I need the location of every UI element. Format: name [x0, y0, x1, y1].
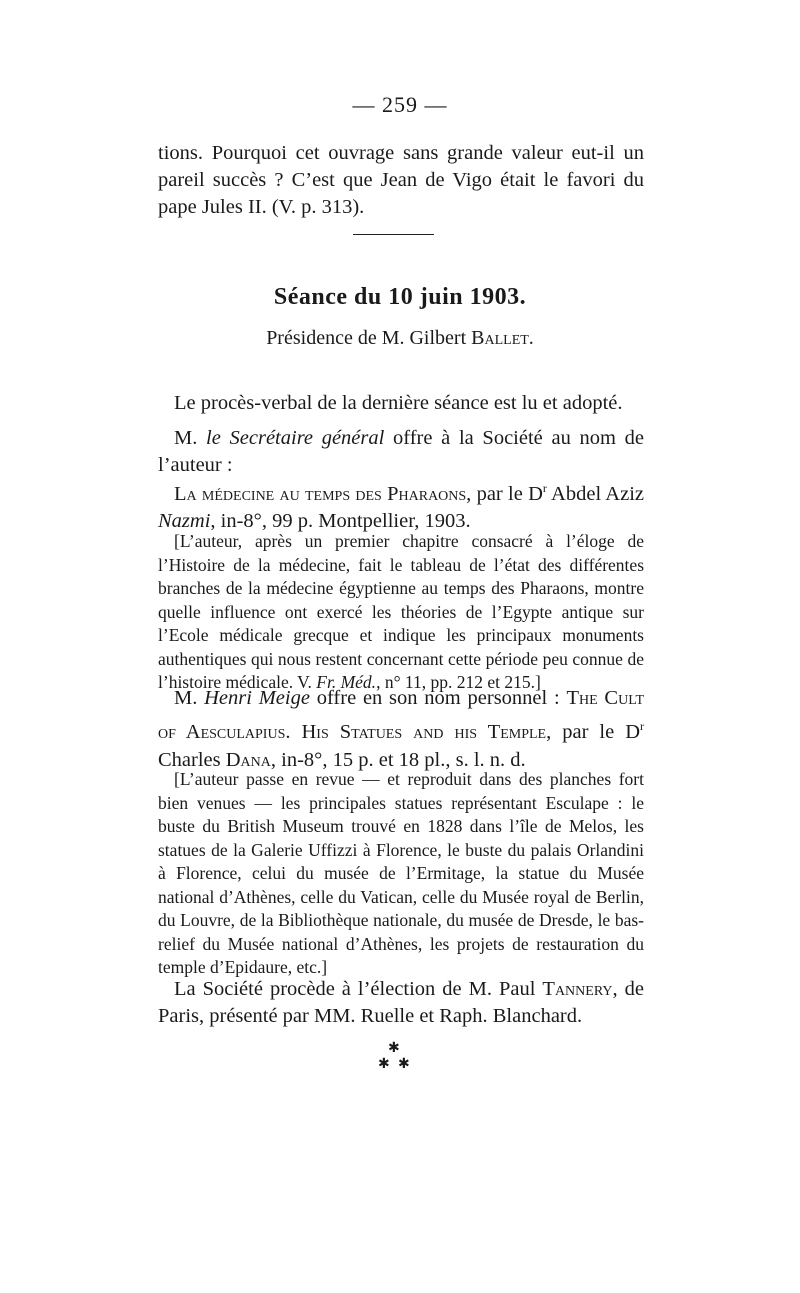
book2-note — [158, 768, 644, 980]
intro-text: tions. Pourquoi cet ouvrage sans grande valeur eut-il un pareil succès ? C’est que Jean de Vigo était le favori du pape Jules II. (V. p. 313). — [158, 142, 644, 218]
book2-dr-sup: r — [640, 719, 645, 733]
secretary-prefix: M. — [174, 427, 207, 449]
svg-text:✱: ✱ — [388, 1040, 400, 1056]
president-name: Ballet. — [471, 327, 534, 349]
meige-paragraph — [158, 684, 644, 774]
book1-note-text — [158, 530, 644, 695]
book1-details: , in-8°, 99 p. Montpellier, 1903. — [210, 509, 471, 532]
secretary-suffix: offre à la Société au nom de l’auteur : — [158, 427, 644, 476]
book1-by: par le D — [471, 482, 543, 505]
book2-note-text: [L’auteur passe en revue — et reproduit dans des planches fort bien venues — les principales statues représentant Esculape : le buste du British Museum trouvé en 1828 dans l’île de Melos, les statues de la Galerie Uffizzi à Florence, le buste du palais Orlandini à Florence, celui du musée de l’Ermitage, la statue du Musée national d’Athènes, celle du Vatican, celle du Musée royal de Berlin, du Louvre, de la Bibliothèque nationale, du musée de Dresde, le bas-relief du Musée national d’Athènes, les projets de restauration du temple d’Epidaure, etc.] — [158, 769, 644, 977]
asterism-icon — [374, 1040, 414, 1076]
note1-tail: , n° 11, pp. 212 et 215.] — [376, 672, 541, 692]
book2-by: par le D — [551, 720, 641, 743]
intro-paragraph — [158, 140, 644, 221]
meige-offer: offre en son nom personnel : — [309, 687, 567, 709]
svg-text:✱: ✱ — [378, 1056, 390, 1072]
election-suffix: , de Paris, présenté par MM. Ruelle et Raph. Blanchard. — [158, 978, 644, 1027]
book2-author-last: Dana — [225, 748, 271, 771]
book1-title: La médecine au temps des Pharaons, — [174, 482, 472, 505]
meige-name: Henri Meige — [204, 687, 310, 709]
secretary-role: le Secrétaire général — [206, 427, 385, 449]
section-divider — [353, 234, 434, 235]
book1-dr-sup: r — [542, 481, 547, 495]
book2-details: , in-8°, 15 p. et 18 pl., s. l. n. d. — [270, 748, 526, 771]
book1-author-last: Nazmi — [158, 509, 211, 532]
meige-text — [158, 684, 644, 774]
book1-author-first: Abdel Aziz — [546, 482, 644, 505]
meige-prefix: M. — [174, 687, 205, 709]
note1-journal: Fr. Méd. — [316, 672, 377, 692]
presidence-prefix: Présidence de M. Gilbert — [266, 327, 472, 349]
minutes-text: Le procès-verbal de la dernière séance est lu et adopté. — [174, 392, 623, 414]
presidence-line — [0, 327, 800, 350]
secretary-text — [158, 425, 644, 479]
secretary-paragraph — [158, 425, 644, 479]
session-title: Séance du 10 juin 1903. — [273, 284, 527, 310]
book2-author-first: Charles — [158, 748, 226, 771]
note1-main: [L’auteur, après un premier chapitre consacré à l’éloge de l’Histoire de la médecine, fait le tableau de l’état des différentes branches de la médecine égyptienne au temps des Pharaons, montre quelle influence ont exercé les théories de l’Egypte antique sur l’Ecole médicale grecque et indique les principaux monuments authentiques qui nous restent concernant cette période peu connue de l’histoire médicale. V. — [158, 531, 644, 692]
minutes-paragraph — [158, 390, 644, 417]
book2-title: The Cult of Aesculapius. His Statues and his Temple, — [158, 687, 645, 743]
elected-name: Tannery — [542, 978, 613, 1000]
page-number: — 259 — — [352, 92, 448, 117]
election-prefix: La Société procède à l’élection de M. Paul — [174, 978, 543, 1000]
book1-text — [158, 475, 644, 535]
book1-note — [158, 530, 644, 695]
election-paragraph — [158, 976, 644, 1030]
svg-text:✱: ✱ — [398, 1056, 410, 1072]
election-text — [158, 976, 644, 1030]
book1-entry — [158, 475, 644, 535]
